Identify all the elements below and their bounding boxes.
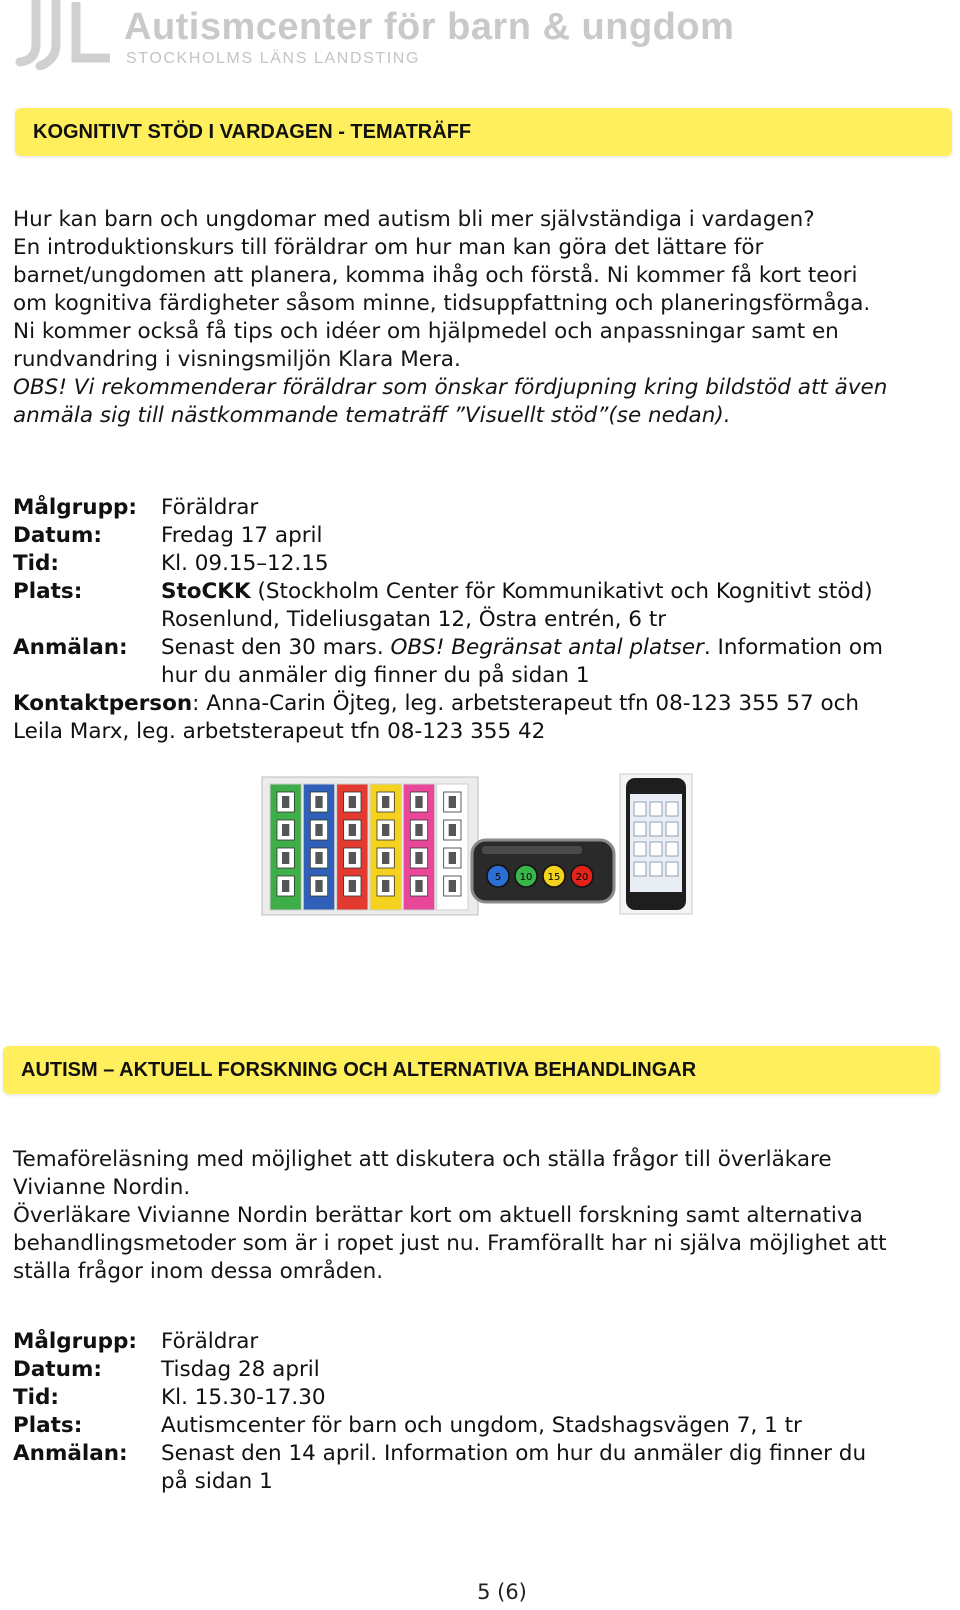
signup-value: Senast den 14 april. Information om hur du anmäler dig finner du <box>161 1441 867 1466</box>
body-line: Överläkare Vivianne Nordin berättar kort om aktuell forskning samt alternativa <box>13 1203 863 1228</box>
target-group-row <box>13 494 958 522</box>
intro-line: Hur kan barn och ungdomar med autism bli mer självständiga i vardagen? <box>13 207 815 232</box>
signup-row-continued <box>13 662 958 690</box>
place-label: Plats: <box>13 579 83 604</box>
phone-app-tile <box>666 822 678 836</box>
smartphone-image <box>620 774 692 914</box>
phone-app-tile <box>650 862 662 876</box>
target-group-row <box>13 1328 958 1356</box>
time-label: Tid: <box>13 551 60 576</box>
organization-name: Autismcenter för barn & ungdom <box>124 6 735 48</box>
signup-row-continued <box>13 1468 958 1496</box>
target-group-label: Målgrupp: <box>13 1329 137 1354</box>
date-label: Datum: <box>13 523 102 548</box>
phone-app-tile <box>650 822 662 836</box>
target-group-label: Målgrupp: <box>13 495 137 520</box>
target-group-value: Föräldrar <box>161 1329 259 1354</box>
aids-illustration-svg <box>260 772 720 918</box>
section-1-details <box>13 494 958 746</box>
page-number: 5 (6) <box>477 1580 527 1604</box>
intro-line: En introduktionskurs till föräldrar om hur man kan göra det lättare för <box>13 235 764 260</box>
place-value <box>161 578 873 606</box>
phone-app-tile <box>634 802 646 816</box>
board-strip <box>337 784 368 910</box>
place-address: Rosenlund, Tideliusgatan 12, Östra entrén, 6 tr <box>161 607 667 632</box>
time-row <box>13 550 958 578</box>
board-strip <box>270 784 301 910</box>
intro-line: barnet/ungdomen att planera, komma ihåg och förstå. Ni kommer få kort teori <box>13 263 858 288</box>
board-strip <box>370 784 401 910</box>
place-row <box>13 1412 958 1440</box>
timer-dot-label: 10 <box>519 872 533 883</box>
aids-illustration <box>260 772 720 918</box>
header <box>14 0 914 72</box>
landsting-logo-icon <box>14 0 114 70</box>
timer-dot-label: 5 <box>494 872 502 883</box>
body-line: ställa frågor inom dessa områden. <box>13 1259 384 1284</box>
place-name: StoCKK <box>161 579 251 604</box>
signup-deadline: Senast den 30 mars. <box>161 635 391 660</box>
signup-info-continued: på sidan 1 <box>161 1469 273 1494</box>
phone-app-tile <box>634 822 646 836</box>
phone-app-tile <box>634 842 646 856</box>
body-line: Vivianne Nordin. <box>13 1175 191 1200</box>
place-value: Autismcenter för barn och ungdom, Stadshagsvägen 7, 1 tr <box>161 1413 802 1438</box>
board-strip <box>303 784 334 910</box>
signup-value <box>161 634 883 662</box>
phone-app-tile <box>650 802 662 816</box>
section-2-title: AUTISM – AKTUELL FORSKNING OCH ALTERNATIVA BEHANDLINGAR <box>3 1046 940 1094</box>
body-line: Temaföreläsning med möjlighet att diskutera och ställa frågor till överläkare <box>13 1147 832 1172</box>
contact-row <box>13 690 958 718</box>
time-value: Kl. 15.30-17.30 <box>161 1385 326 1410</box>
phone-app-tile <box>666 802 678 816</box>
date-row <box>13 522 958 550</box>
section-1-title: KOGNITIVT STÖD I VARDAGEN - TEMATRÄFF <box>15 108 952 156</box>
signup-label: Anmälan: <box>13 635 128 660</box>
signup-row <box>13 634 958 662</box>
note-line: anmäla sig till nästkommande tematräff ”Visuellt stöd”(se nedan). <box>13 403 731 428</box>
phone-app-tile <box>666 842 678 856</box>
intro-line: om kognitiva färdigheter såsom minne, tidsuppfattning och planeringsförmåga. <box>13 291 871 316</box>
timer-dot-label: 15 <box>547 872 561 883</box>
date-row <box>13 1356 958 1384</box>
place-description: (Stockholm Center för Kommunikativt och Kognitivt stöd) <box>250 579 873 604</box>
signup-notice: OBS! Begränsat antal platser <box>390 635 704 660</box>
contact-label: Kontaktperson <box>13 691 193 716</box>
contact-row-continued <box>13 718 958 746</box>
note-line: OBS! Vi rekommenderar föräldrar som önskar fördjupning kring bildstöd att även <box>13 375 888 400</box>
signup-info-continued: hur du anmäler dig finner du på sidan 1 <box>161 663 590 688</box>
phone-app-tile <box>666 862 678 876</box>
date-label: Datum: <box>13 1357 102 1382</box>
timer-dot-label: 20 <box>575 872 589 883</box>
signup-row <box>13 1440 958 1468</box>
section-2-body <box>13 1146 958 1286</box>
organization-subtitle: STOCKHOLMS LÄNS LANDSTING <box>126 50 420 67</box>
signup-label: Anmälan: <box>13 1441 128 1466</box>
intro-line: Ni kommer också få tips och idéer om hjälpmedel och anpassningar samt en <box>13 319 839 344</box>
picture-schedule-board-image <box>262 777 478 915</box>
place-row <box>13 578 958 606</box>
target-group-value: Föräldrar <box>161 495 259 520</box>
board-strip <box>403 784 434 910</box>
visual-timer-image <box>472 840 614 902</box>
place-row-continued <box>13 606 958 634</box>
place-label: Plats: <box>13 1413 83 1438</box>
contact-persons: : Anna-Carin Öjteg, leg. arbetsterapeut tfn 08-123 355 57 och <box>192 691 860 716</box>
time-label: Tid: <box>13 1385 60 1410</box>
contact-persons-continued: Leila Marx, leg. arbetsterapeut tfn 08-123 355 42 <box>13 719 546 744</box>
section-1-intro <box>13 206 958 430</box>
time-row <box>13 1384 958 1412</box>
board-strip <box>437 784 468 910</box>
date-value: Tisdag 28 april <box>161 1357 320 1382</box>
phone-app-tile <box>650 842 662 856</box>
body-line: behandlingsmetoder som är i ropet just nu. Framförallt har ni själva möjlighet att <box>13 1231 887 1256</box>
contact-value <box>13 690 859 718</box>
time-value: Kl. 09.15–12.15 <box>161 551 329 576</box>
phone-app-tile <box>634 862 646 876</box>
signup-info: . Information om <box>703 635 883 660</box>
section-2-details <box>13 1328 958 1496</box>
intro-line: rundvandring i visningsmiljön Klara Mera. <box>13 347 461 372</box>
date-value: Fredag 17 april <box>161 523 323 548</box>
